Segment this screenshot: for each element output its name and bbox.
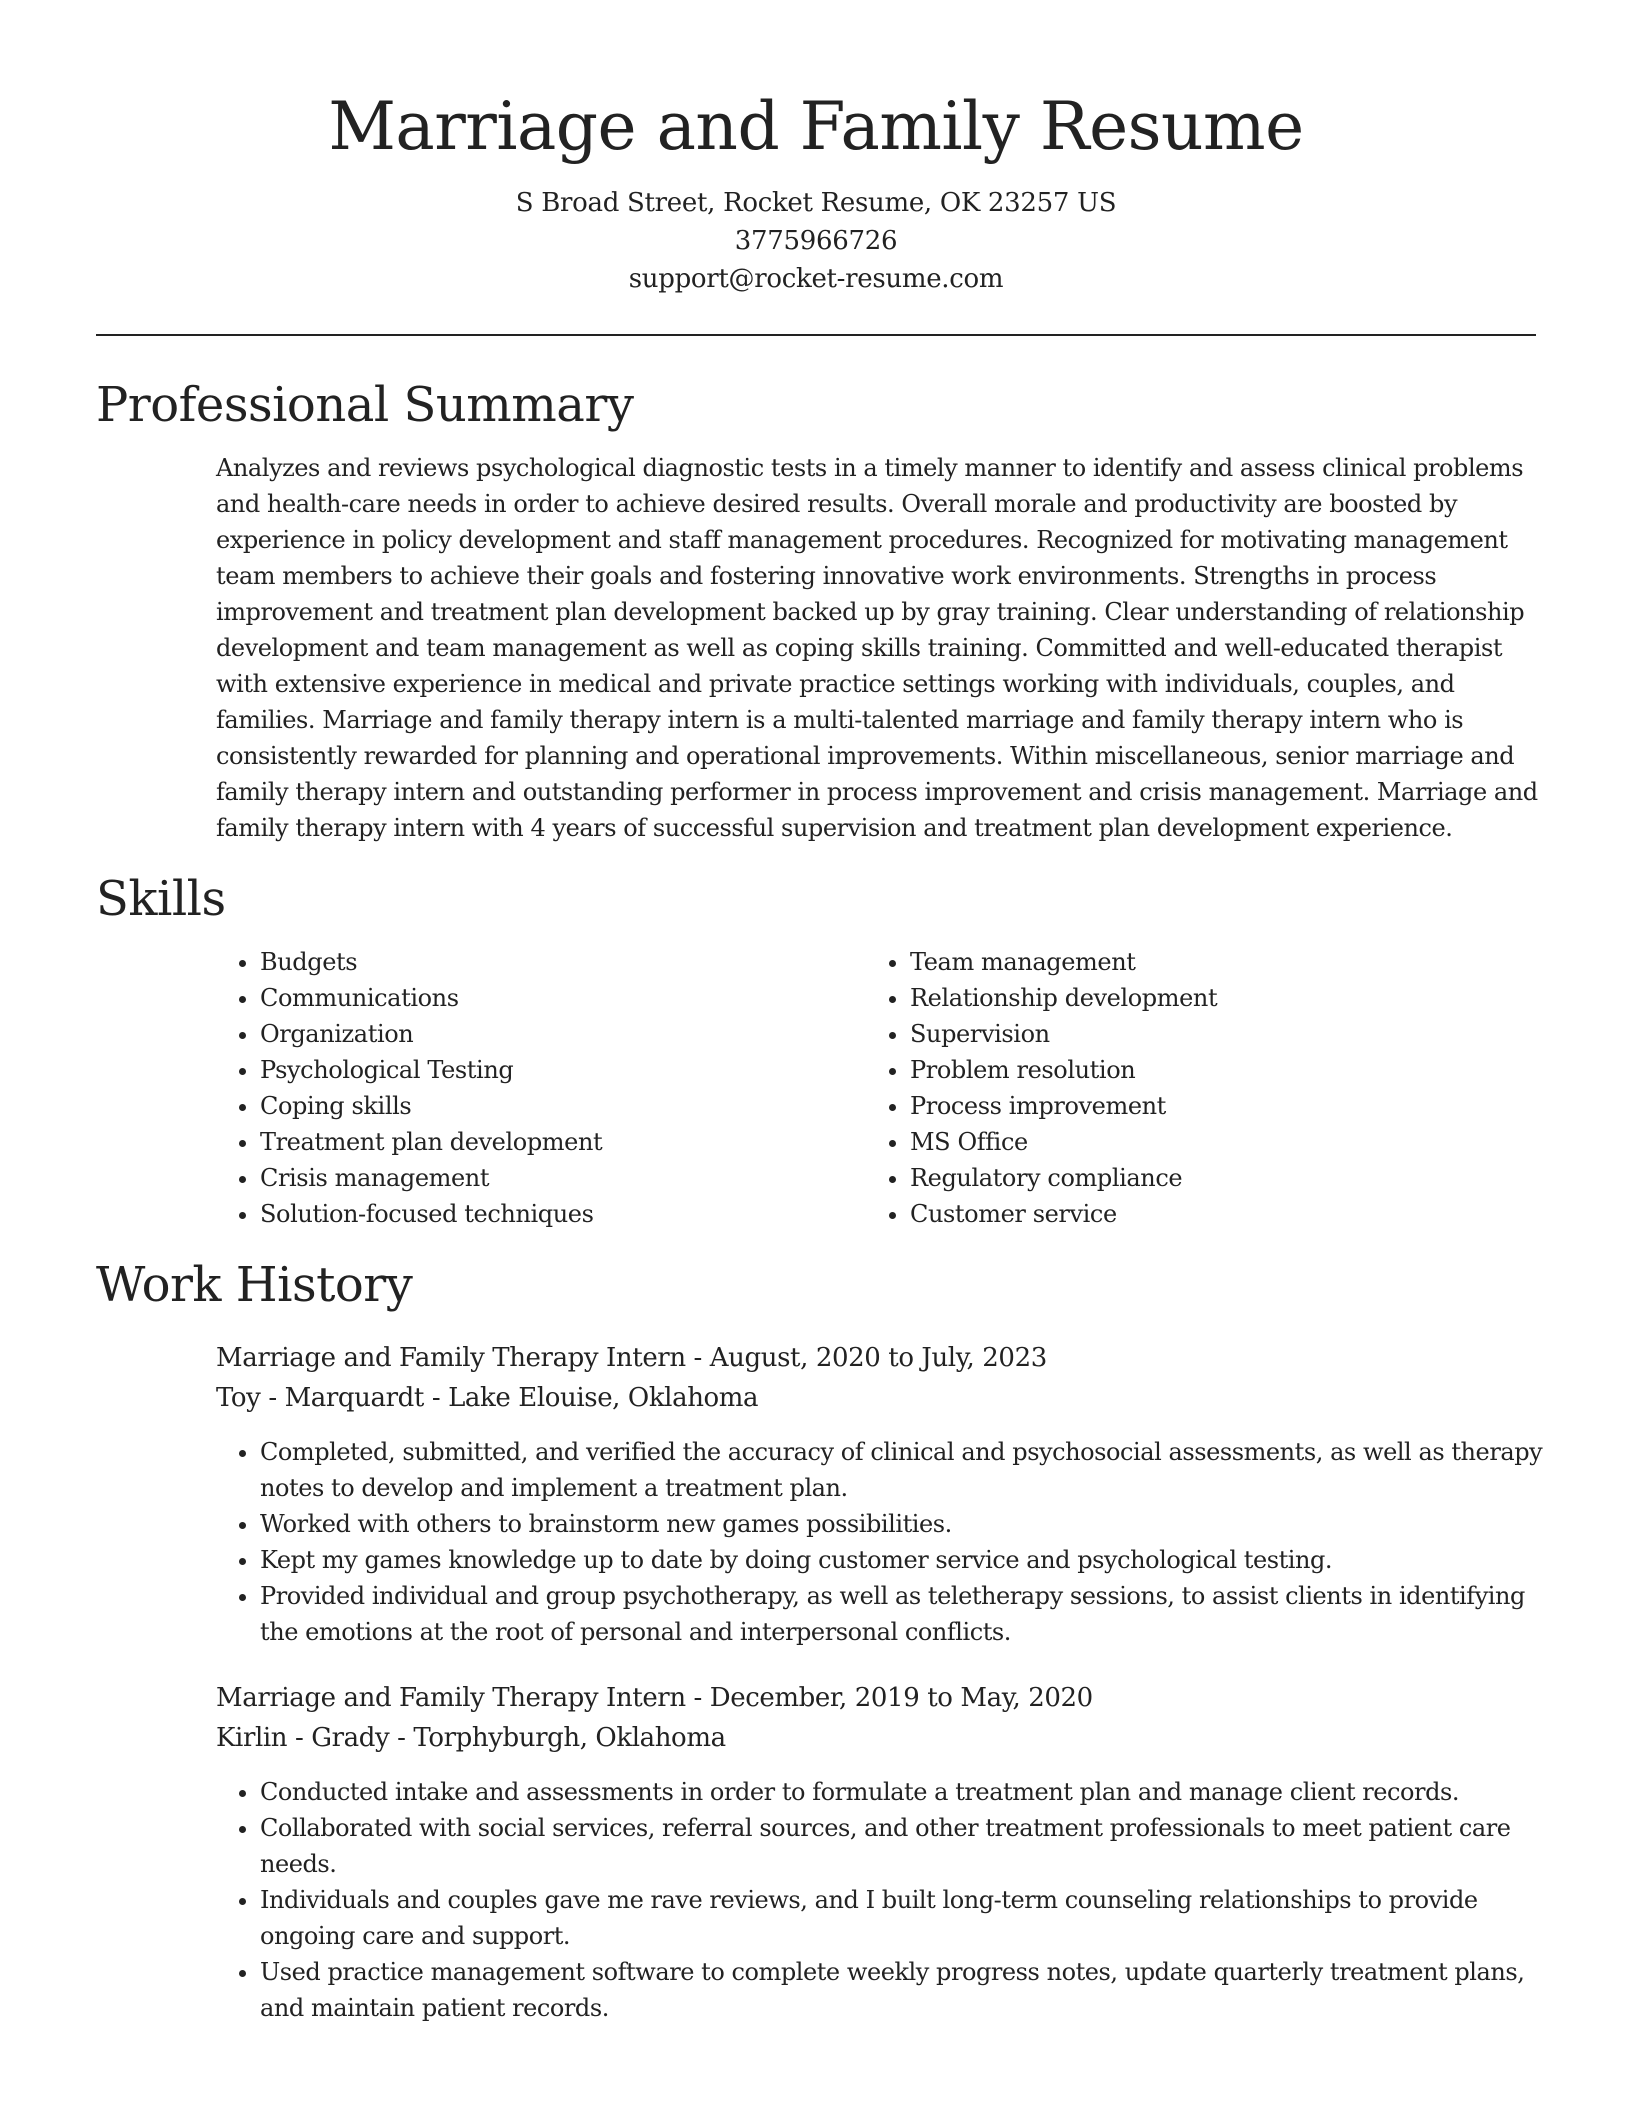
skill-item: • Relationship development (910, 980, 1510, 1016)
skill-item: • Solution-focused techniques (260, 1196, 866, 1232)
job-bullet: • Individuals and couples gave me rave reviews, and I built long-term counseling relationships to provide ongoing care and support. (260, 1882, 1550, 1954)
skill-item: • Budgets (260, 944, 866, 980)
job-title-line (216, 1678, 1536, 1718)
contact-phone: 3775966726 (734, 226, 898, 256)
job-location: - Lake Elouise, Oklahoma (423, 1383, 759, 1413)
summary-text: Analyzes and reviews psychological diagnostic tests in a timely manner to identify and assess clinical problems and health-care needs in order to achieve desired results. Overall morale and productivity are boosted by experience in policy development and staff management procedures. Recognized for motivating management team members to achieve their goals and fostering innovative work environments. Strengths in process improvement and treatment plan development backed up by gray training. Clear understanding of relationship development and team management as well as coping skills training. Committed and well-educated therapist with extensive experience in medical and private practice settings working with individuals, couples, and families. Marriage and family therapy intern is a multi-talented marriage and family therapy intern who is consistently rewarded for planning and operational improvements. Within miscellaneous, senior marriage and family therapy intern and outstanding performer in process improvement and crisis management. Marriage and family therapy intern with 4 years of successful supervision and treatment plan development experience. (216, 454, 1538, 842)
skill-item: • Organization (260, 1016, 866, 1052)
skill-item: • Communications (260, 980, 866, 1016)
job-title-line (216, 1338, 1536, 1378)
job-company: Kirlin - Grady (216, 1723, 390, 1753)
job-bullets (216, 1774, 1550, 2026)
contact-email: support@rocket-resume.com (628, 264, 1004, 294)
job-company-line (216, 1718, 1536, 1758)
job-title: Marriage and Family Therapy Intern (216, 1683, 686, 1713)
skill-item: • Regulatory compliance (910, 1160, 1510, 1196)
skill-item: • Customer service (910, 1196, 1510, 1232)
job-company-line (216, 1378, 1536, 1418)
resume-title: Marriage and Family Resume (328, 88, 1304, 165)
skills-heading: Skills (96, 871, 226, 927)
job-bullet: • Kept my games knowledge up to date by doing customer service and psychological testing. (260, 1542, 1550, 1578)
skill-item: • Treatment plan development (260, 1124, 866, 1160)
skills-list (216, 944, 1536, 1232)
skill-item: • MS Office (910, 1124, 1510, 1160)
job-location: - Torphyburgh, Oklahoma (389, 1723, 726, 1753)
skills-column-right (866, 944, 1510, 1232)
skill-item: • Psychological Testing (260, 1052, 866, 1088)
job-title: Marriage and Family Therapy Intern (216, 1343, 686, 1373)
job-bullet: • Worked with others to brainstorm new games possibilities. (260, 1506, 1550, 1542)
skill-item: • Process improvement (910, 1088, 1510, 1124)
header-divider (96, 334, 1536, 336)
resume-header (96, 0, 1536, 298)
skill-item: • Crisis management (260, 1160, 866, 1196)
job-bullet: • Provided individual and group psychotherapy, as well as teletherapy sessions, to assist clients in identifying the emotions at the root of personal and interpersonal conflicts. (260, 1578, 1550, 1650)
job-dates: - December, 2019 to May, 2020 (685, 1683, 1093, 1713)
job-bullet: • Used practice management software to complete weekly progress notes, update quarterly treatment plans, and maintain patient records. (260, 1954, 1550, 2026)
job-company: Toy - Marquardt (216, 1383, 424, 1413)
job-bullet: • Completed, submitted, and verified the accuracy of clinical and psychosocial assessments, as well as therapy notes to develop and implement a treatment plan. (260, 1434, 1550, 1506)
job-bullet: • Conducted intake and assessments in order to formulate a treatment plan and manage client records. (260, 1774, 1550, 1810)
skills-column-left (216, 944, 866, 1232)
job-entry (216, 1678, 1536, 2026)
resume-page (96, 0, 1543, 2026)
contact-info (96, 184, 1536, 298)
job-bullets (216, 1434, 1550, 1650)
job-bullet: • Collaborated with social services, referral sources, and other treatment professionals to meet patient care needs. (260, 1810, 1550, 1882)
contact-address: S Broad Street, Rocket Resume, OK 23257 US (515, 188, 1117, 218)
skill-item: • Team management (910, 944, 1510, 980)
skill-item: • Coping skills (260, 1088, 866, 1124)
job-entry (216, 1338, 1543, 1650)
work-history-heading: Work History (96, 1257, 413, 1313)
skill-item: • Supervision (910, 1016, 1510, 1052)
summary-heading: Professional Summary (96, 377, 634, 433)
skill-item: • Problem resolution (910, 1052, 1510, 1088)
job-dates: - August, 2020 to July, 2023 (685, 1343, 1047, 1373)
